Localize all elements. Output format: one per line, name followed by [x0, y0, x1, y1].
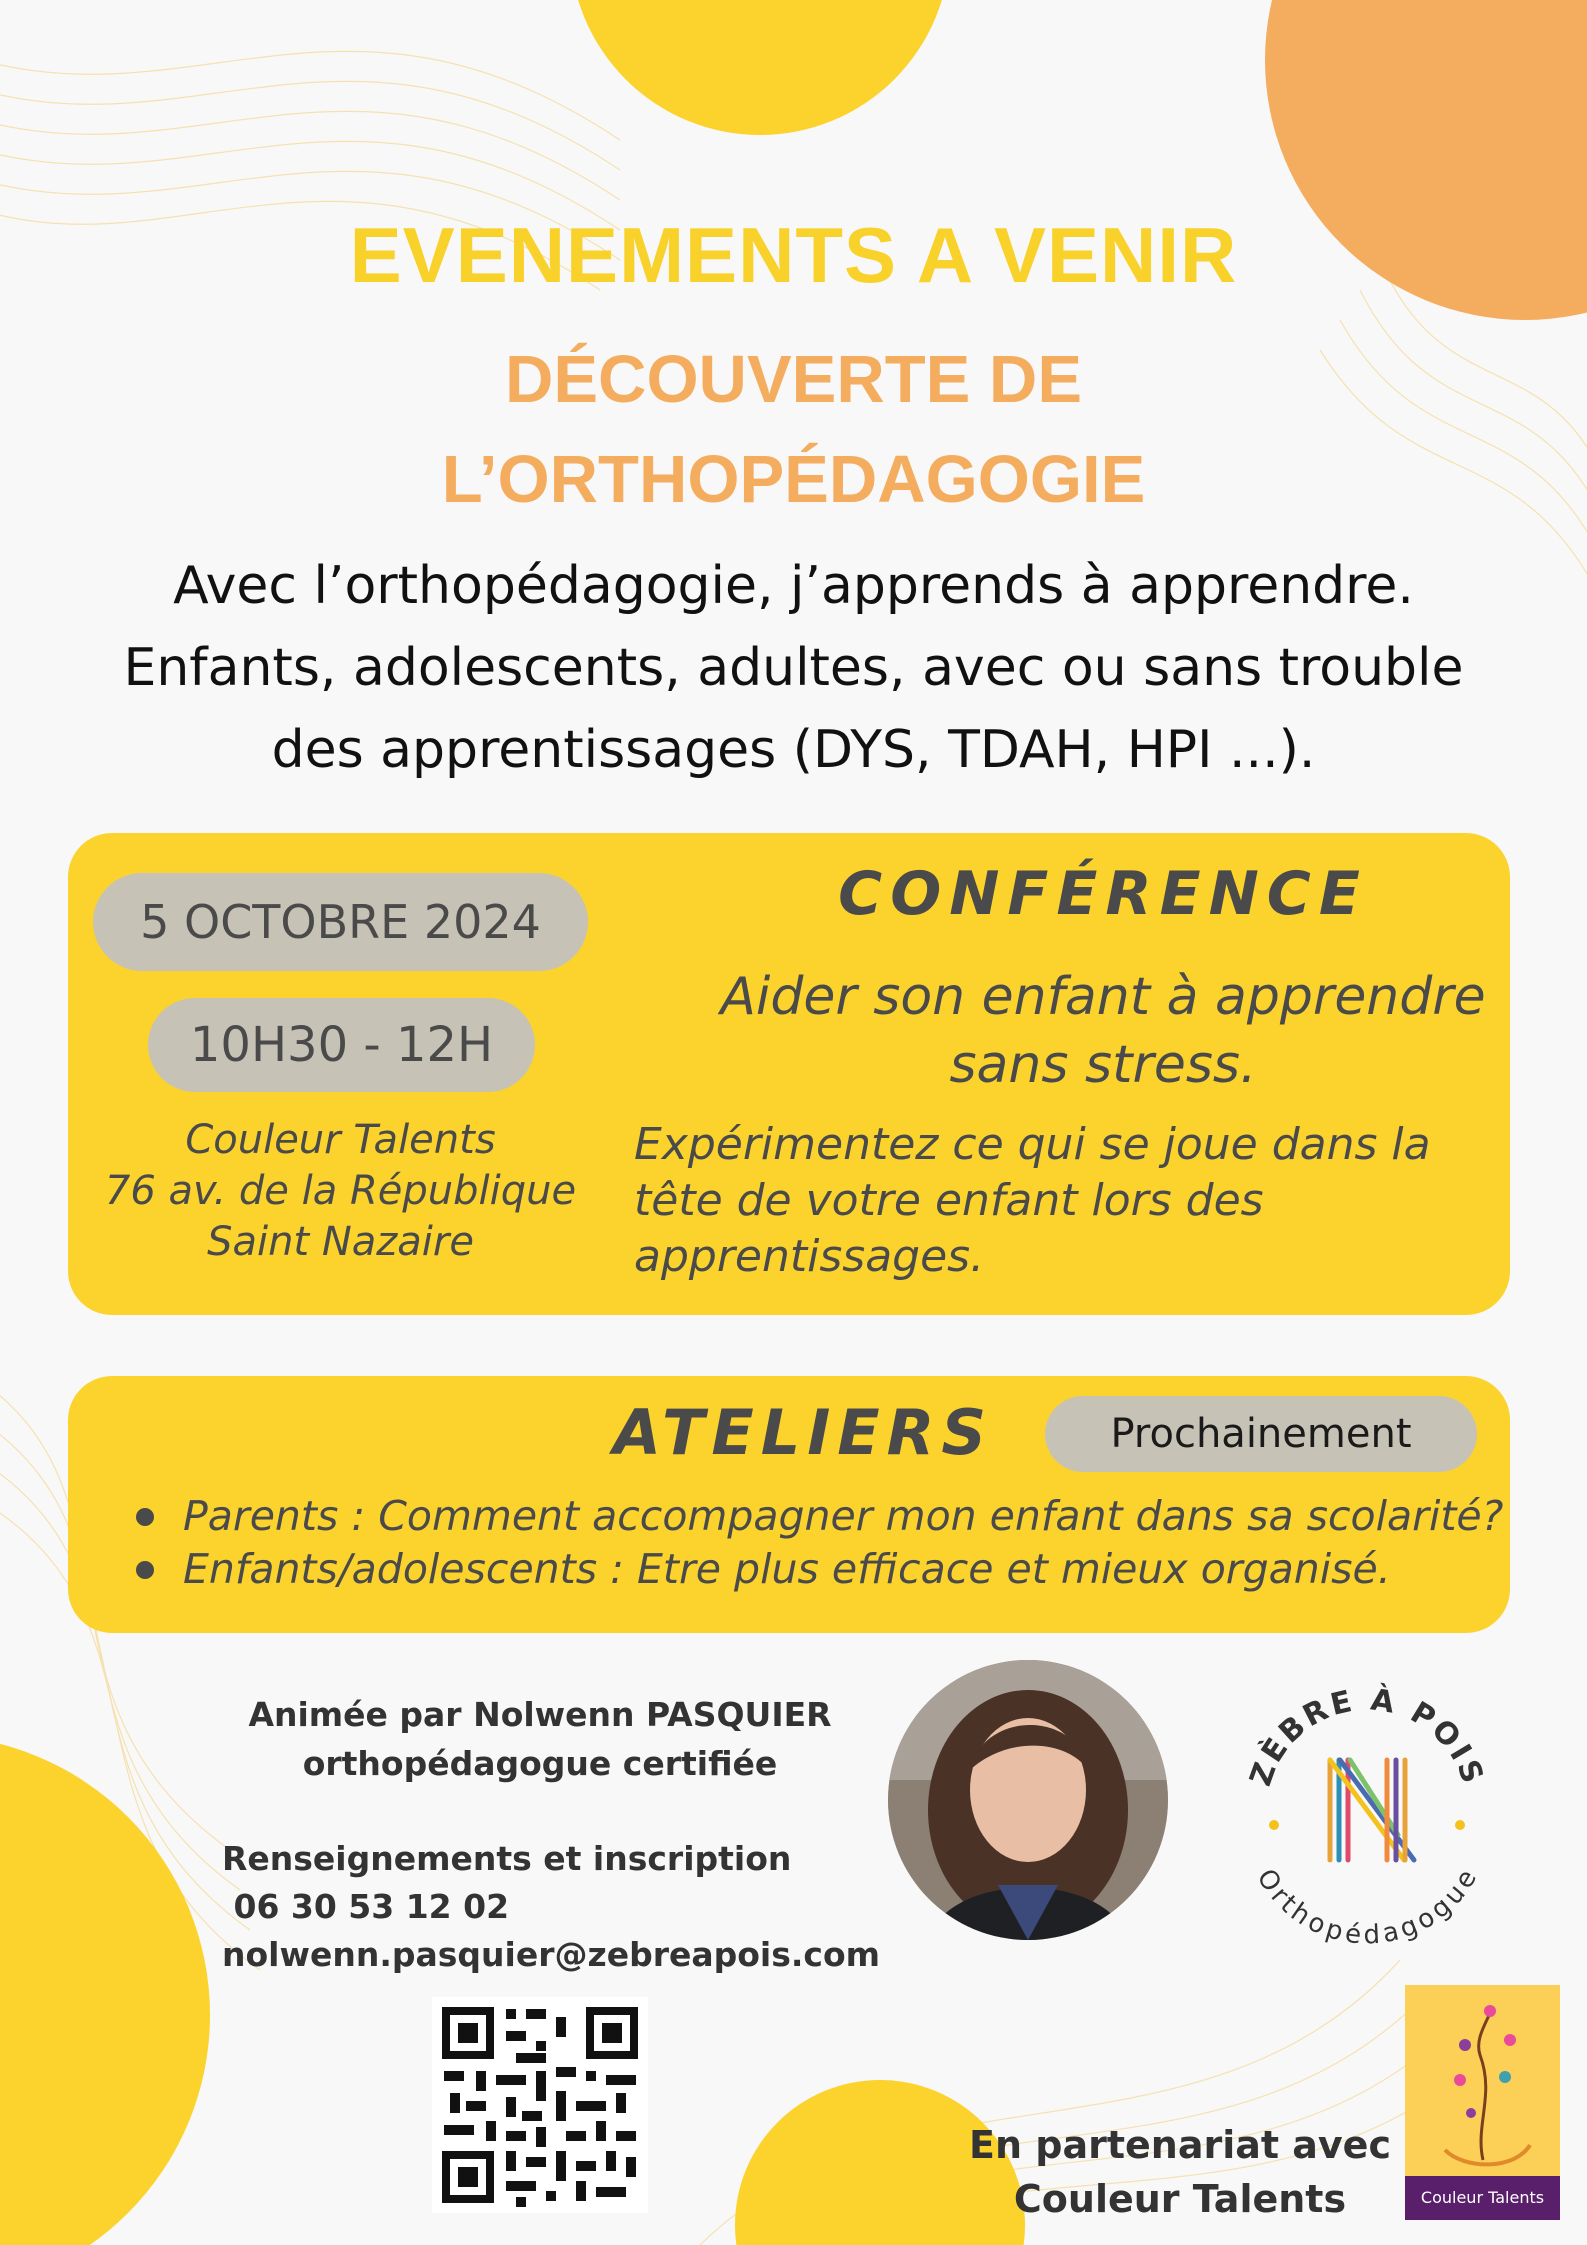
portrait-illustration — [888, 1660, 1168, 1940]
venue-line: Saint Nazaire — [207, 1219, 474, 1265]
flower-icon — [1405, 1985, 1560, 2176]
conference-heading: CONFÉRENCE — [838, 859, 1368, 929]
workshops-card — [68, 1376, 1510, 1633]
venue-line: Couleur Talents — [185, 1117, 496, 1163]
host-line: orthopédagogue certifiée — [302, 1744, 778, 1783]
time-badge: 10H30 - 12H — [148, 998, 535, 1092]
conference-subtitle-line: sans stress. — [949, 1035, 1257, 1095]
couleur-talents-label: Couleur Talents — [1405, 2176, 1560, 2220]
partner-info — [950, 2118, 1410, 2226]
bullet-icon — [136, 1508, 154, 1526]
subtitle-line: DÉCOUVERTE DE — [504, 342, 1083, 417]
host-info — [230, 1690, 850, 1788]
intro-line: des apprentissages (DYS, TDAH, HPI ...). — [271, 720, 1316, 780]
qr-code-icon[interactable] — [432, 1997, 648, 2213]
conference-description-line: Expérimentez ce qui se joue dans la — [634, 1119, 1431, 1170]
list-item-text: Enfants/adolescents : Etre plus efficace et mieux organisé. — [183, 1545, 1391, 1593]
conference-subtitle-line: Aider son enfant à apprendre — [720, 967, 1486, 1027]
venue-line: 76 av. de la République — [104, 1168, 577, 1214]
conference-description-line: apprentissages. — [634, 1231, 985, 1282]
couleur-talents-logo — [1405, 1985, 1560, 2220]
conference-card — [68, 833, 1510, 1315]
bullet-icon — [136, 1561, 154, 1579]
conference-description-line: tête de votre enfant lors des — [634, 1175, 1264, 1226]
portrait-photo — [888, 1660, 1168, 1940]
intro-text — [40, 545, 1547, 791]
subtitle-line: L’ORTHOPÉDAGOGIE — [441, 442, 1146, 517]
list-item — [128, 1543, 1498, 1596]
conference-subtitle — [628, 963, 1578, 1099]
svg-text:ZÈBRE À POIS — [1243, 1682, 1490, 1791]
logo-bottom-text: Orthopédagogue — [1250, 1863, 1484, 1950]
date-badge: 5 OCTOBRE 2024 — [93, 873, 588, 971]
host-line: Animée par Nolwenn PASQUIER — [248, 1695, 832, 1734]
upcoming-badge: Prochainement — [1045, 1396, 1477, 1472]
venue-address — [93, 1115, 588, 1268]
contact-heading: Renseignements et inscription — [222, 1839, 792, 1878]
svg-text:Orthopédagogue — [1251, 1864, 1484, 1950]
partner-line: En partenariat avec — [969, 2123, 1391, 2167]
page-subtitle — [0, 330, 1587, 530]
email-link[interactable]: nolwenn.pasquier@zebreapois.com — [222, 1935, 881, 1974]
list-item — [128, 1490, 1504, 1543]
contact-info — [222, 1835, 880, 1979]
conference-description — [634, 1117, 1494, 1285]
workshops-list — [128, 1490, 1504, 1596]
zebre-a-pois-logo — [1222, 1660, 1512, 1950]
workshops-heading: ATELIERS — [613, 1396, 994, 1469]
intro-line: Avec l’orthopédagogie, j’apprends à apprendre. — [173, 556, 1414, 616]
intro-line: Enfants, adolescents, adultes, avec ou sans trouble — [123, 638, 1464, 698]
page-title: EVENEMENTS A VENIR — [349, 211, 1238, 299]
phone-number[interactable]: 06 30 53 12 02 — [222, 1887, 510, 1926]
logo-top-text: ZÈBRE À POIS — [1243, 1682, 1491, 1791]
list-item-text: Parents : Comment accompagner mon enfant dans sa scolarité? — [183, 1492, 1504, 1540]
partner-line: Couleur Talents — [1013, 2177, 1347, 2221]
